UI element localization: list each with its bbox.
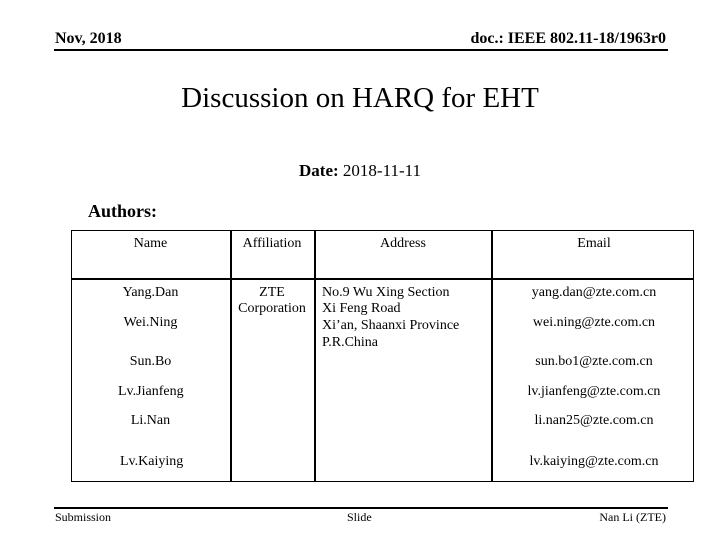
author-name: Lv.Kaiying xyxy=(120,454,184,469)
header-rule xyxy=(54,49,668,51)
author-name: Yang.Dan xyxy=(122,285,179,300)
author-name: Lv.Jianfeng xyxy=(118,384,184,399)
header-name: Name xyxy=(133,236,168,251)
footer-slide: Slide xyxy=(347,510,372,524)
author-name: Sun.Bo xyxy=(129,354,172,369)
header-date: Nov, 2018 xyxy=(55,30,122,47)
address-line: Xi Feng Road xyxy=(322,301,401,316)
date-line xyxy=(0,161,720,181)
date-value: 2018-11-11 xyxy=(342,161,421,180)
footer-author: Nan Li (ZTE) xyxy=(599,510,666,524)
author-email: yang.dan@zte.com.cn xyxy=(531,285,657,300)
table-col-divider xyxy=(314,230,316,482)
header-address: Address xyxy=(380,236,426,251)
table-col-divider xyxy=(230,230,232,482)
author-email: lv.kaiying@zte.com.cn xyxy=(529,454,659,469)
author-email: li.nan25@zte.com.cn xyxy=(534,413,654,428)
author-email: wei.ning@zte.com.cn xyxy=(532,315,656,330)
footer-submission: Submission xyxy=(55,510,112,524)
table-col-divider xyxy=(491,230,493,482)
footer-rule xyxy=(54,507,668,509)
header-email: Email xyxy=(577,236,611,251)
table-header-divider xyxy=(71,278,694,280)
author-name: Li.Nan xyxy=(130,413,171,428)
address-line: P.R.China xyxy=(322,335,379,350)
date-label: Date: xyxy=(299,161,339,180)
author-name: Wei.Ning xyxy=(123,315,178,330)
author-email: sun.bo1@zte.com.cn xyxy=(535,354,653,369)
header-affiliation: Affiliation xyxy=(242,236,302,251)
slide-title: Discussion on HARQ for EHT xyxy=(181,82,539,114)
affiliation-line: ZTE xyxy=(259,285,285,300)
author-email: lv.jianfeng@zte.com.cn xyxy=(527,384,661,399)
address-line: Xi’an, Shaanxi Province xyxy=(322,318,460,333)
affiliation-line: Corporation xyxy=(238,301,306,316)
authors-label: Authors: xyxy=(88,201,158,221)
address-line: No.9 Wu Xing Section xyxy=(322,285,450,300)
header-doc-id: doc.: IEEE 802.11-18/1963r0 xyxy=(470,30,666,47)
